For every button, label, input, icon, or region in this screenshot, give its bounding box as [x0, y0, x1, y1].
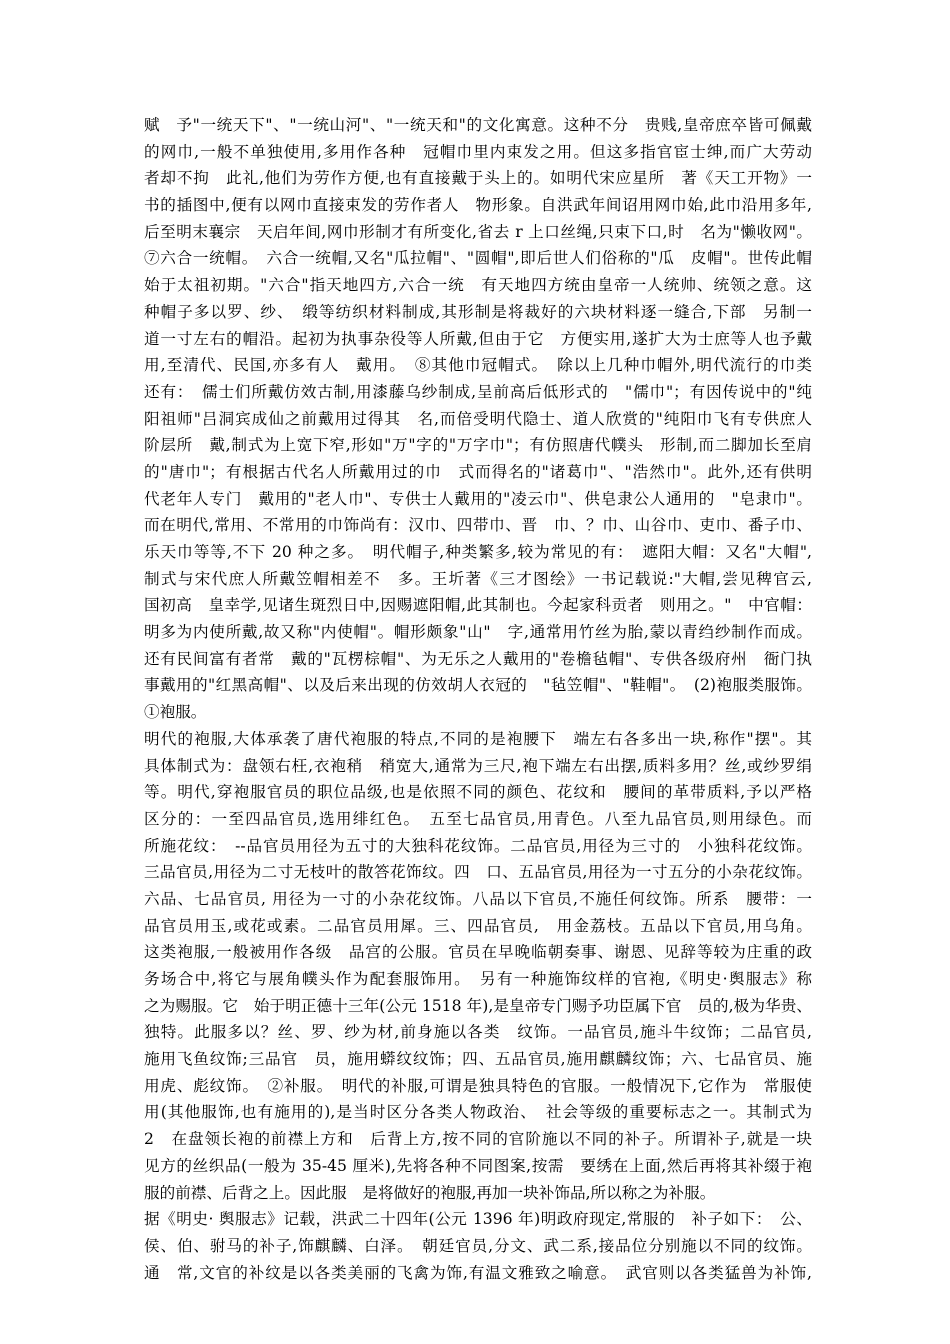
- text-line: 阶层所 戴,制式为上宽下窄,形如"万"字的"万字巾"；有仿照唐代幞头 形制,而二脚加长至肩: [144, 436, 812, 455]
- text-line: 后至明末襄宗 天启年间,网巾形制才有所变化,省去 r 上口丝绳,只束下口,时 名为"懒收网"。: [144, 222, 812, 241]
- text-line: 见方的丝织品(一般为 35-45 厘米),先将各种不同图案,按需 要绣在上面,然后再将其补缀于袍: [144, 1156, 812, 1175]
- text-line: 服的前襟、后背之上。因此服 是将做好的袍服,再加一块补饰品,所以称之为补服。: [144, 1183, 716, 1202]
- text-line: 用(其他服饰,也有施用的),是当时区分各类人物政治、 社会等级的重要标志之一。其制式为: [144, 1103, 812, 1122]
- text-line: 六品、七品官员, 用径为一寸的小杂花纹饰。八品以下官员,不施任何纹饰。所系 腰带：一: [144, 889, 812, 908]
- text-line: 事戴用的"红黑高帽"、以及后来出现的仿效胡人衣冠的 "毡笠帽"、"鞋帽"。 (2)袍服类服饰。: [144, 676, 812, 695]
- text-line: ⑦六合一统帽。 六合一统帽,又名"瓜拉帽"、"圆帽",即后世人们俗称的"瓜 皮帽"。世传此帽: [144, 249, 812, 268]
- text-line: 阳祖师"吕洞宾成仙之前戴用过得其 名,而倍受明代隐士、道人欣赏的"纯阳巾飞有专供庶人: [144, 409, 812, 428]
- text-line: 区分的：一至四品官员,选用绯红色。 五至七品官员,用青色。八至九品官员,则用绿色。而: [144, 809, 812, 828]
- text-line: 之为赐服。它 始于明正德十三年(公元 1518 年),是皇帝专门赐予功臣属下官 员的,极为华贵、: [144, 996, 812, 1015]
- text-line: 具体制式为：盘领右枉,衣袍稍 稍宽大,通常为三尺,袍下端左右出摆,质料多用？丝,或纱罗绢: [144, 756, 812, 775]
- text-line: 这类袍服,一般被用作各级 品宫的公服。官员在早晚临朝奏事、谢恩、见辞等较为庄重的政: [144, 943, 812, 962]
- text-line: 的"唐巾"；有根据古代名人所戴用过的巾 式而得名的"诸葛巾"、"浩然巾"。此外,还有供明: [144, 462, 812, 481]
- text-line: 还有民间富有者常 戴的"瓦楞棕帽"、为无乐之人戴用的"卷檐毡帽"、专供各级府州 衙门执: [144, 649, 812, 668]
- text-line: 明代的袍服,大体承袭了唐代袍服的特点,不同的是袍腰下 端左右各多出一块,称作"摆"。其: [144, 729, 812, 748]
- text-line: 的网巾,一般不单独使用,多用作各种 冠帽巾里内束发之用。但这多指官宦士绅,而广大劳动: [144, 142, 812, 161]
- text-line: 据《明史· 舆服志》记载，洪武二十四年(公元 1396 年)明政府现定,常服的 补子如下： 公、: [144, 1210, 812, 1229]
- text-line: 通 常,文官的补纹是以各类美丽的飞禽为饰,有温文雅致之喻意。 武官则以各类猛兽为补饰,: [144, 1263, 812, 1282]
- text-line: 代老年人专门 戴用的"老人巾"、专供士人戴用的"凌云巾"、供皂隶公人通用的 "皂隶巾"。: [144, 489, 812, 508]
- text-line: 种帽子多以罗、纱、 缎等纺织材料制成,其形制是将裁好的六块材料逐一缝合,下部 另制一: [144, 302, 812, 321]
- text-line: 所施花纹： --品官员用径为五寸的大独科花纹饰。二品官员,用径为三寸的 小独科花纹饰。: [144, 836, 812, 855]
- text-line: 品官员用玉,或花或素。二品官员用犀。三、四品官员, 用金荔枝。五品以下官员,用乌角。: [144, 916, 812, 935]
- text-line: 而在明代,常用、不常用的巾饰尚有：汉巾、四带巾、晋 巾、？巾、山谷巾、吏巾、番子巾、: [144, 516, 812, 535]
- text-line: 施用飞鱼纹饰;三品官 员，施用蟒纹纹饰；四、五品官员,施用麒麟纹饰；六、七品官员、施: [144, 1050, 812, 1069]
- text-line: 务场合中,将它与展角幞头作为配套服饰用。 另有一种施饰纹样的官袍,《明史·舆服志》称: [144, 970, 812, 988]
- text-line: 道一寸左右的帽沿。起初为执事杂役等人所戴,但由于它 方便实用,遂扩大为士庶等人也予戴: [144, 329, 812, 348]
- document-page: [144, 112, 812, 1286]
- text-line: 始于太祖初期。"六合"指天地四方,六合一统 有天地四方统由皇帝一人统帅、统领之意。这: [144, 276, 812, 295]
- text-line: 等。明代,穿袍服官员的职位品级,也是依照不同的颜色、花纹和 腰间的革带质料,予以严格: [144, 783, 812, 802]
- text-line: 2 在盘领长袍的前襟上方和 后背上方,按不同的官阶施以不同的补子。所谓补子,就是一块: [144, 1130, 812, 1149]
- text-line: 乐天巾等等,不下 20 种之多。 明代帽子,种类繁多,较为常见的有： 遮阳大帽：又名"大帽",: [144, 543, 812, 561]
- text-line: 还有： 儒士们所戴仿效古制,用漆藤乌纱制成,呈前高后低形式的 "儒巾"；有因传说中的"纯: [144, 382, 812, 401]
- text-line: 书的插图中,便有以网巾直接束发的劳作者人 物形象。自洪武年间诏用网巾始,此巾沿用多年,: [144, 196, 812, 215]
- text-line: 用虎、彪纹饰。 ②补服。 明代的补服,可谓是独具特色的官服。一般情况下,它作为 常服使: [144, 1076, 812, 1095]
- text-line: 者却不拘 此礼,他们为劳作方便,也有直接戴于头上的。如明代宋应星所 著《天工开物》一: [144, 169, 812, 188]
- text-line: 赋 予"一统天下"、"一统山河"、"一统天和"的文化寓意。这种不分 贵贱,皇帝庶卒皆可佩戴: [144, 116, 812, 134]
- text-line: 侯、伯、驸马的补子,饰麒麟、白泽。 朝廷官员,分文、武二系,接品位分别施以不同的纹饰。: [144, 1236, 812, 1255]
- text-line: 用,至清代、民国,亦多有人 戴用。 ⑧其他巾冠帽式。 除以上几种巾帽外,明代流行的巾类: [144, 356, 812, 375]
- text-line: 制式与宋代庶人所戴笠帽相差不 多。王圻著《三才图绘》一书记载说:"大帽,尝见稗官云,: [144, 569, 812, 588]
- text-line: 三品官员,用径为二寸无枝叶的散答花饰纹。四 口、五品官员,用径为一寸五分的小杂花纹饰。: [144, 863, 812, 882]
- text-line: ①袍服。: [144, 703, 207, 722]
- text-line: 国初高 皇幸学,见诸生斑烈日中,因赐遮阳帽,此其制也。今起家科贡者 则用之。" 中官帽：: [144, 596, 812, 615]
- text-line: 明多为内使所戴,故又称"内使帽"。帽形颇象"山" 字,通常用竹丝为胎,蒙以青绉纱制作而成。: [144, 623, 812, 642]
- text-line: 独特。此服多以？丝、罗、纱为材,前身施以各类 纹饰。一品官员,施斗牛纹饰；二品官员,: [144, 1023, 812, 1042]
